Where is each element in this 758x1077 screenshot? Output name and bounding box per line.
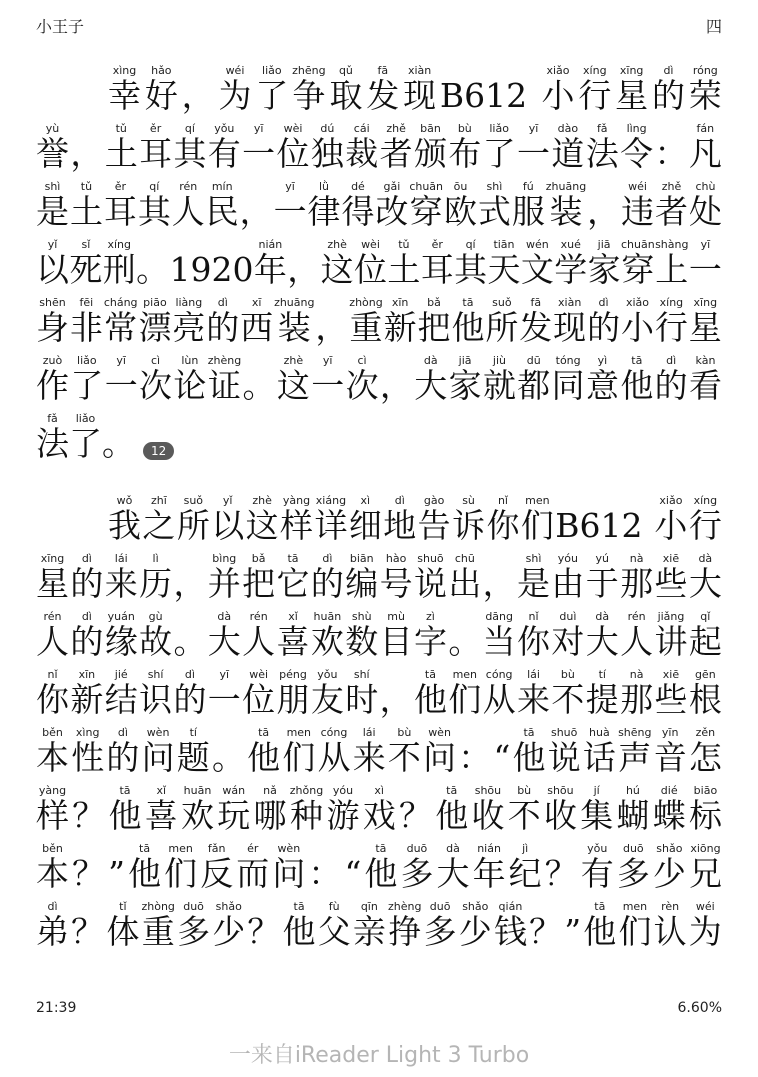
hanzi-with-pinyin: 非fēi: [69, 296, 103, 347]
hanzi-with-pinyin: 的dì: [654, 354, 688, 405]
hanzi-with-pinyin: 土tǔ: [104, 122, 138, 173]
hanzi-with-pinyin: 有yǒu: [207, 122, 241, 173]
hanzi-with-pinyin: 缘yuán: [104, 610, 138, 661]
hanzi-with-pinyin: 地dì: [383, 494, 417, 545]
hanzi-with-pinyin: 蝴hú: [616, 784, 650, 835]
text-token: ，: [287, 250, 321, 289]
hanzi-with-pinyin: 来lái: [517, 668, 551, 719]
hanzi-with-pinyin: 就jiù: [482, 354, 516, 405]
hanzi-with-pinyin: 次cì: [345, 354, 379, 405]
hanzi-with-pinyin: 蝶dié: [652, 784, 686, 835]
hanzi-with-pinyin: 样yàng: [280, 494, 314, 545]
hanzi-with-pinyin: 誉yù: [36, 122, 69, 173]
hanzi-with-pinyin: 的dì: [206, 296, 240, 347]
hanzi-with-pinyin: 同tóng: [551, 354, 585, 405]
hanzi-with-pinyin: 你nǐ: [486, 494, 520, 545]
paragraph: [36, 484, 722, 951]
hanzi-with-pinyin: 一yī: [273, 180, 307, 231]
hanzi-with-pinyin: 幸xìng: [108, 64, 141, 115]
hanzi-with-pinyin: 为wéi: [688, 900, 722, 951]
hanzi-with-pinyin: 者zhě: [655, 180, 689, 231]
hanzi-with-pinyin: 西xī: [240, 296, 274, 347]
hanzi-with-pinyin: 装zhuāng: [545, 180, 587, 231]
hanzi-with-pinyin: 识shí: [139, 668, 173, 719]
hanzi-with-pinyin: 挣zhèng: [388, 900, 422, 951]
text-token: ，: [379, 680, 413, 719]
hanzi-with-pinyin: 于yú: [585, 552, 619, 603]
hanzi-with-pinyin: 刑xíng: [102, 238, 136, 289]
text-token: ？: [529, 912, 563, 951]
hanzi-with-pinyin: 这zhè: [320, 238, 354, 289]
hanzi-with-pinyin: 星xīng: [36, 552, 69, 603]
device-watermark: 一来自iReader Light 3 Turbo: [228, 1043, 530, 1068]
hanzi-with-pinyin: 收shōu: [471, 784, 505, 835]
reading-progress: 6.60%: [677, 1000, 722, 1016]
hanzi-with-pinyin: 些xiē: [654, 668, 688, 719]
hanzi-with-pinyin: 历lì: [139, 552, 173, 603]
hanzi-with-pinyin: 编biān: [345, 552, 379, 603]
hanzi-with-pinyin: 来lái: [104, 552, 138, 603]
hanzi-with-pinyin: 们men: [448, 668, 482, 719]
hanzi-with-pinyin: 的dì: [70, 552, 104, 603]
hanzi-with-pinyin: 法fǎ: [585, 122, 619, 173]
hanzi-with-pinyin: 怎zěn: [688, 726, 722, 777]
hanzi-with-pinyin: 荣róng: [688, 64, 722, 115]
hanzi-with-pinyin: 耳ěr: [420, 238, 454, 289]
text-line: [36, 716, 722, 777]
hanzi-with-pinyin: 是shì: [36, 180, 69, 231]
hanzi-with-pinyin: 文wén: [520, 238, 554, 289]
hanzi-with-pinyin: 哪nǎ: [253, 784, 287, 835]
hanzi-with-pinyin: 行xíng: [654, 296, 688, 347]
hanzi-with-pinyin: 的dì: [70, 610, 104, 661]
text-token: “: [344, 854, 362, 893]
hanzi-with-pinyin: 他tā: [282, 900, 316, 951]
hanzi-with-pinyin: 他tā: [413, 668, 447, 719]
text-line: [36, 658, 722, 719]
hanzi-with-pinyin: 现xiàn: [553, 296, 587, 347]
paragraph: [36, 54, 722, 463]
hanzi-with-pinyin: 这zhè: [245, 494, 279, 545]
hanzi-with-pinyin: 星xīng: [688, 296, 722, 347]
hanzi-with-pinyin: 他tā: [435, 784, 469, 835]
hanzi-with-pinyin: 常cháng: [103, 296, 138, 347]
hanzi-with-pinyin: 问wèn: [272, 842, 306, 893]
hanzi-with-pinyin: 取qǔ: [329, 64, 363, 115]
hanzi-with-pinyin: 朋péng: [276, 668, 310, 719]
hanzi-with-pinyin: 新xīn: [70, 668, 104, 719]
hanzi-with-pinyin: 提tí: [585, 668, 619, 719]
hanzi-with-pinyin: 的dì: [651, 64, 685, 115]
hanzi-with-pinyin: 一yī: [207, 668, 241, 719]
hanzi-with-pinyin: 性xìng: [71, 726, 105, 777]
hanzi-with-pinyin: 人rén: [620, 610, 654, 661]
hanzi-with-pinyin: 重zhòng: [349, 296, 383, 347]
hanzi-with-pinyin: 耳ěr: [103, 180, 137, 231]
text-token: ”: [108, 854, 125, 893]
hanzi-with-pinyin: 多duō: [616, 842, 650, 893]
hanzi-with-pinyin: 少shǎo: [458, 900, 492, 951]
hanzi-with-pinyin: 问wèn: [141, 726, 175, 777]
hanzi-with-pinyin: 学xué: [554, 238, 588, 289]
hanzi-with-pinyin: 们men: [520, 494, 554, 545]
text-token: ？: [71, 912, 105, 951]
reader-header: [0, 0, 758, 40]
text-token: 。: [448, 622, 482, 661]
hanzi-with-pinyin: 死sǐ: [69, 238, 103, 289]
hanzi-with-pinyin: 样yàng: [36, 784, 69, 835]
hanzi-with-pinyin: 从cóng: [317, 726, 351, 777]
text-token: ：: [308, 854, 342, 893]
hanzi-with-pinyin: 天tiān: [487, 238, 521, 289]
hanzi-with-pinyin: 的dì: [173, 668, 207, 719]
hanzi-with-pinyin: 号hào: [379, 552, 413, 603]
hanzi-with-pinyin: 欢huān: [181, 784, 214, 835]
hanzi-with-pinyin: 玩wán: [217, 784, 251, 835]
hanzi-with-pinyin: 了liǎo: [255, 64, 289, 115]
hanzi-with-pinyin: 你nǐ: [36, 668, 69, 719]
hanzi-with-pinyin: 他tā: [583, 900, 617, 951]
hanzi-with-pinyin: 喜xǐ: [144, 784, 178, 835]
hanzi-with-pinyin: 重zhòng: [141, 900, 175, 951]
text-token: ，: [587, 192, 621, 231]
text-line: [36, 484, 722, 545]
hanzi-with-pinyin: 改gǎi: [375, 180, 409, 231]
hanzi-with-pinyin: 论lùn: [173, 354, 207, 405]
hanzi-with-pinyin: 出chū: [448, 552, 482, 603]
hanzi-with-pinyin: 独dú: [310, 122, 344, 173]
hanzi-with-pinyin: 颁bān: [413, 122, 447, 173]
hanzi-with-pinyin: 多duō: [423, 900, 457, 951]
text-line: [36, 832, 722, 893]
hanzi-with-pinyin: 来lái: [352, 726, 386, 777]
hanzi-with-pinyin: 裁cái: [345, 122, 379, 173]
hanzi-with-pinyin: 凡fán: [688, 122, 722, 173]
hanzi-with-pinyin: 多duō: [400, 842, 434, 893]
hanzi-with-pinyin: 上shàng: [655, 238, 689, 289]
hanzi-with-pinyin: 作zuò: [36, 354, 69, 405]
hanzi-with-pinyin: 们men: [282, 726, 316, 777]
hanzi-with-pinyin: 证zhèng: [207, 354, 242, 405]
hanzi-with-pinyin: 不bù: [507, 784, 541, 835]
hanzi-with-pinyin: 家jiā: [448, 354, 482, 405]
hanzi-with-pinyin: 对duì: [551, 610, 585, 661]
hanzi-with-pinyin: 少shǎo: [212, 900, 246, 951]
hanzi-with-pinyin: 问wèn: [423, 726, 457, 777]
hanzi-with-pinyin: 家jiā: [587, 238, 621, 289]
hanzi-with-pinyin: 喜xǐ: [276, 610, 310, 661]
hanzi-with-pinyin: 律lǜ: [307, 180, 341, 231]
hanzi-with-pinyin: 好hǎo: [144, 64, 178, 115]
hanzi-with-pinyin: 友yǒu: [310, 668, 344, 719]
hanzi-with-pinyin: 得dé: [341, 180, 375, 231]
hanzi-with-pinyin: 土tǔ: [387, 238, 421, 289]
hanzi-with-pinyin: 诉sù: [452, 494, 486, 545]
hanzi-with-pinyin: 年nián: [472, 842, 506, 893]
hanzi-with-pinyin: 其qí: [454, 238, 488, 289]
hanzi-with-pinyin: 由yóu: [551, 552, 585, 603]
text-token: ”: [564, 912, 582, 951]
hanzi-with-pinyin: 声shēng: [618, 726, 652, 777]
hanzi-with-pinyin: 数shù: [345, 610, 379, 661]
hanzi-with-pinyin: 字zì: [413, 610, 447, 661]
text-token: B612: [555, 506, 643, 545]
hanzi-with-pinyin: 现xiàn: [403, 64, 437, 115]
hanzi-with-pinyin: 我wǒ: [108, 494, 141, 545]
hanzi-with-pinyin: 新xīn: [383, 296, 417, 347]
hanzi-with-pinyin: 亲qīn: [352, 900, 386, 951]
hanzi-with-pinyin: 行xíng: [578, 64, 612, 115]
hanzi-with-pinyin: 兄xiōng: [688, 842, 722, 893]
text-token: 。: [173, 622, 207, 661]
hanzi-with-pinyin: 了liǎo: [70, 354, 104, 405]
hanzi-with-pinyin: 位wèi: [353, 238, 387, 289]
hanzi-with-pinyin: 法fǎ: [36, 412, 69, 463]
hanzi-with-pinyin: 土tǔ: [69, 180, 103, 231]
hanzi-with-pinyin: 服fú: [511, 180, 545, 231]
hanzi-with-pinyin: 发fā: [519, 296, 553, 347]
hanzi-with-pinyin: 者zhě: [379, 122, 413, 173]
hanzi-with-pinyin: 道dào: [551, 122, 585, 173]
hanzi-with-pinyin: 不bù: [551, 668, 585, 719]
hanzi-with-pinyin: 而ér: [236, 842, 270, 893]
hanzi-with-pinyin: 所suǒ: [176, 494, 210, 545]
hanzi-with-pinyin: 告gào: [417, 494, 451, 545]
hanzi-with-pinyin: 意yì: [585, 354, 619, 405]
text-token: ：: [458, 738, 492, 777]
hanzi-with-pinyin: 种zhǒng: [289, 784, 324, 835]
text-token: ，: [379, 366, 413, 405]
text-line: [36, 774, 722, 835]
footnote-badge[interactable]: 12: [143, 442, 174, 460]
hanzi-with-pinyin: 大dà: [414, 354, 448, 405]
text-token: 。: [102, 424, 135, 463]
text-token: ，: [315, 308, 349, 347]
hanzi-with-pinyin: 民mín: [205, 180, 239, 231]
hanzi-with-pinyin: 他tā: [620, 354, 654, 405]
text-token: B612: [439, 76, 528, 115]
hanzi-with-pinyin: 他tā: [364, 842, 398, 893]
hanzi-with-pinyin: 的dì: [106, 726, 140, 777]
hanzi-with-pinyin: 一yī: [104, 354, 138, 405]
hanzi-with-pinyin: 所suǒ: [485, 296, 519, 347]
hanzi-with-pinyin: 小xiǎo: [541, 64, 575, 115]
hanzi-with-pinyin: 大dà: [207, 610, 241, 661]
hanzi-with-pinyin: 欧ōu: [443, 180, 477, 231]
hanzi-with-pinyin: 少shǎo: [652, 842, 686, 893]
hanzi-with-pinyin: 违wéi: [621, 180, 655, 231]
hanzi-with-pinyin: 穿chuān: [620, 238, 655, 289]
hanzi-with-pinyin: 人rén: [36, 610, 69, 661]
hanzi-with-pinyin: 装zhuāng: [274, 296, 315, 347]
text-line: [36, 344, 722, 405]
hanzi-with-pinyin: 他tā: [451, 296, 485, 347]
hanzi-with-pinyin: 亮liàng: [172, 296, 206, 347]
text-token: ？: [72, 796, 106, 835]
hanzi-with-pinyin: 穿chuān: [409, 180, 444, 231]
hanzi-with-pinyin: 收shōu: [543, 784, 577, 835]
hanzi-with-pinyin: 年nián: [253, 238, 287, 289]
text-line: [36, 228, 722, 289]
text-token: ？: [247, 912, 281, 951]
hanzi-with-pinyin: 一yī: [311, 354, 345, 405]
hanzi-with-pinyin: 身shēn: [36, 296, 69, 347]
hanzi-with-pinyin: 大dà: [436, 842, 470, 893]
hanzi-with-pinyin: 时shí: [345, 668, 379, 719]
hanzi-with-pinyin: 的dì: [587, 296, 621, 347]
hanzi-with-pinyin: 把bǎ: [417, 296, 451, 347]
hanzi-with-pinyin: 这zhè: [276, 354, 310, 405]
hanzi-with-pinyin: 漂piāo: [138, 296, 172, 347]
hanzi-with-pinyin: 其qí: [173, 122, 207, 173]
hanzi-with-pinyin: 弟dì: [36, 900, 69, 951]
hanzi-with-pinyin: 布bù: [448, 122, 482, 173]
hanzi-with-pinyin: 不bù: [387, 726, 421, 777]
text-line: [36, 286, 722, 347]
text-line: [36, 890, 722, 951]
hanzi-with-pinyin: 他tā: [247, 726, 281, 777]
text-token: ，: [70, 134, 104, 173]
hanzi-with-pinyin: 纪jì: [508, 842, 542, 893]
text-token: 。: [242, 366, 276, 405]
text-token: ，: [482, 564, 516, 603]
hanzi-with-pinyin: 讲jiǎng: [654, 610, 688, 661]
hanzi-with-pinyin: 了liǎo: [69, 412, 102, 463]
hanzi-with-pinyin: 从cóng: [482, 668, 516, 719]
text-token: ，: [181, 76, 215, 115]
text-line: [36, 54, 722, 115]
text-line: [36, 402, 722, 463]
hanzi-with-pinyin: 以yǐ: [211, 494, 245, 545]
text-line: [36, 112, 722, 173]
hanzi-with-pinyin: 集jí: [580, 784, 614, 835]
hanzi-with-pinyin: 目mù: [379, 610, 413, 661]
hanzi-with-pinyin: 耳ěr: [139, 122, 173, 173]
hanzi-with-pinyin: 认rèn: [653, 900, 687, 951]
hanzi-with-pinyin: 话huà: [582, 726, 616, 777]
hanzi-with-pinyin: 故gù: [139, 610, 173, 661]
hanzi-with-pinyin: 一yī: [242, 122, 276, 173]
text-token: ：: [654, 134, 688, 173]
hanzi-with-pinyin: 小xiǎo: [620, 296, 654, 347]
hanzi-with-pinyin: 星xīng: [615, 64, 649, 115]
hanzi-with-pinyin: 他tā: [108, 784, 142, 835]
reading-pane[interactable]: [36, 54, 722, 951]
hanzi-with-pinyin: 他tā: [128, 842, 162, 893]
hanzi-with-pinyin: 大dà: [688, 552, 722, 603]
hanzi-with-pinyin: 把bǎ: [242, 552, 276, 603]
hanzi-with-pinyin: 处chù: [688, 180, 722, 231]
hanzi-with-pinyin: 说shuō: [413, 552, 447, 603]
hanzi-with-pinyin: 欢huān: [310, 610, 344, 661]
hanzi-with-pinyin: 之zhī: [142, 494, 176, 545]
hanzi-with-pinyin: 争zhēng: [292, 64, 326, 115]
hanzi-with-pinyin: 有yǒu: [580, 842, 614, 893]
hanzi-with-pinyin: 一yī: [688, 238, 722, 289]
hanzi-with-pinyin: 细xì: [348, 494, 382, 545]
hanzi-with-pinyin: 根gēn: [688, 668, 722, 719]
hanzi-with-pinyin: 题tí: [176, 726, 210, 777]
hanzi-with-pinyin: 是shì: [517, 552, 551, 603]
hanzi-with-pinyin: 一yī: [517, 122, 551, 173]
text-token: ，: [239, 192, 273, 231]
clock: 21:39: [36, 1000, 77, 1016]
hanzi-with-pinyin: 它tā: [276, 552, 310, 603]
hanzi-with-pinyin: 并bìng: [207, 552, 241, 603]
book-title: 小王子: [36, 17, 85, 36]
text-token: ？: [72, 854, 106, 893]
hanzi-with-pinyin: 本běn: [36, 842, 69, 893]
hanzi-with-pinyin: 那nà: [620, 668, 654, 719]
hanzi-with-pinyin: 位wèi: [242, 668, 276, 719]
hanzi-with-pinyin: 那nà: [620, 552, 654, 603]
text-token: ，: [173, 564, 207, 603]
hanzi-with-pinyin: 位wèi: [276, 122, 310, 173]
hanzi-with-pinyin: 发fā: [366, 64, 400, 115]
hanzi-with-pinyin: 式shì: [477, 180, 511, 231]
hanzi-with-pinyin: 人rén: [171, 180, 205, 231]
hanzi-with-pinyin: 体tǐ: [106, 900, 140, 951]
hanzi-with-pinyin: 结jié: [104, 668, 138, 719]
hanzi-with-pinyin: 次cì: [139, 354, 173, 405]
hanzi-with-pinyin: 当dāng: [482, 610, 516, 661]
hanzi-with-pinyin: 起qǐ: [688, 610, 722, 661]
hanzi-with-pinyin: 行xíng: [688, 494, 722, 545]
hanzi-with-pinyin: 看kàn: [689, 354, 722, 405]
text-line: [36, 600, 722, 661]
hanzi-with-pinyin: 游yóu: [326, 784, 360, 835]
text-token: 1920: [169, 250, 254, 289]
text-token: ？: [398, 796, 432, 835]
hanzi-with-pinyin: 父fù: [317, 900, 351, 951]
chapter-indicator: 四: [705, 17, 722, 36]
hanzi-with-pinyin: 们men: [164, 842, 198, 893]
hanzi-with-pinyin: 详xiáng: [314, 494, 348, 545]
hanzi-with-pinyin: 你nǐ: [517, 610, 551, 661]
hanzi-with-pinyin: 音yīn: [653, 726, 687, 777]
hanzi-with-pinyin: 些xiē: [654, 552, 688, 603]
hanzi-with-pinyin: 为wéi: [218, 64, 252, 115]
hanzi-with-pinyin: 说shuō: [547, 726, 581, 777]
hanzi-with-pinyin: 小xiǎo: [654, 494, 688, 545]
text-line: [36, 542, 722, 603]
hanzi-with-pinyin: 们men: [618, 900, 652, 951]
hanzi-with-pinyin: 反fǎn: [200, 842, 234, 893]
hanzi-with-pinyin: 他tā: [512, 726, 546, 777]
hanzi-with-pinyin: 大dà: [585, 610, 619, 661]
text-token: 。: [136, 250, 170, 289]
hanzi-with-pinyin: 了liǎo: [482, 122, 516, 173]
hanzi-with-pinyin: 本běn: [36, 726, 69, 777]
hanzi-with-pinyin: 钱qián: [493, 900, 527, 951]
hanzi-with-pinyin: 戏xì: [362, 784, 396, 835]
hanzi-with-pinyin: 都dū: [517, 354, 551, 405]
hanzi-with-pinyin: 的dì: [310, 552, 344, 603]
text-token: “: [493, 738, 511, 777]
hanzi-with-pinyin: 以yǐ: [36, 238, 69, 289]
hanzi-with-pinyin: 其qí: [137, 180, 171, 231]
text-line: [36, 170, 722, 231]
hanzi-with-pinyin: 令lìng: [620, 122, 654, 173]
hanzi-with-pinyin: 人rén: [242, 610, 276, 661]
hanzi-with-pinyin: 多duō: [177, 900, 211, 951]
text-token: ？: [544, 854, 578, 893]
hanzi-with-pinyin: 标biāo: [688, 784, 722, 835]
text-token: 。: [211, 738, 245, 777]
